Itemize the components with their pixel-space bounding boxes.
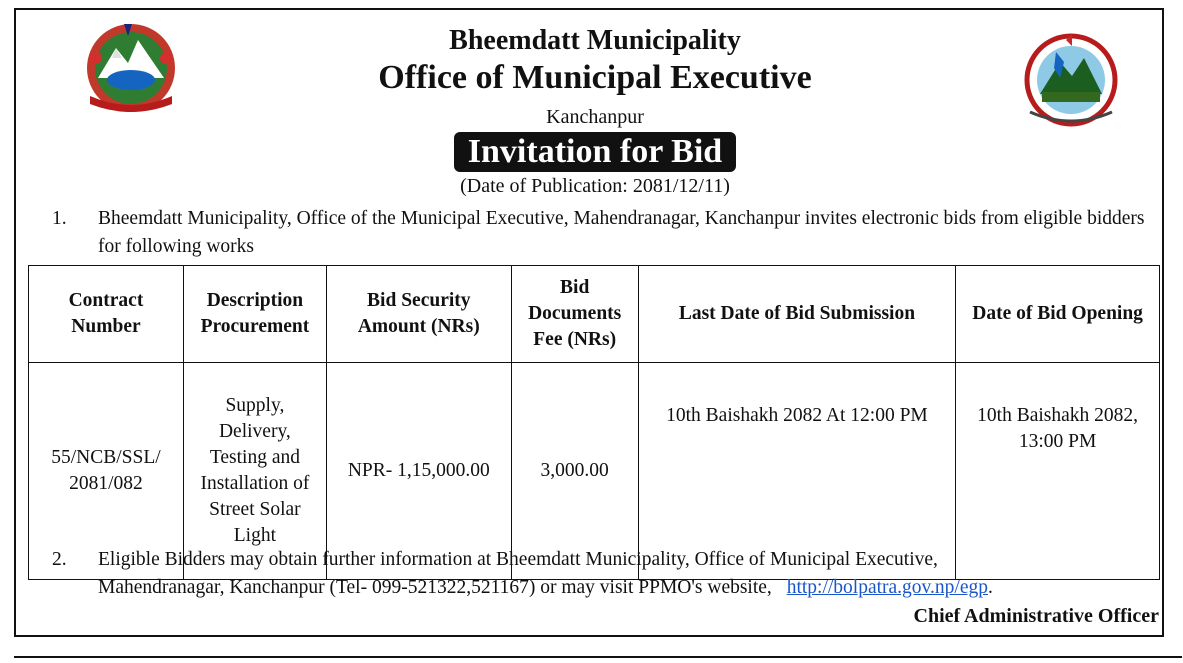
trailing-period: . <box>987 577 993 598</box>
header-opening-date: Date of Bid Opening <box>956 266 1160 363</box>
paragraph-text: Bheemdatt Municipality, Office of the Municipal Executive, Mahendranagar, Kanchanpur invites electronic bids from eligible bidders for following works <box>98 208 1145 257</box>
municipality-seal-logo <box>1016 32 1126 132</box>
paragraph-line-1: Eligible Bidders may obtain further information at Bheemdatt Municipality, Office of Municipal Executive, <box>98 549 938 570</box>
notice-title-banner: Invitation for Bid <box>454 132 736 172</box>
cell-contract-number: 55/NCB/SSL/ 2081/082 <box>29 363 184 580</box>
cell-last-date: 10th Baishakh 2082 At 12:00 PM <box>638 363 956 580</box>
paragraph-1 <box>52 205 1162 261</box>
header-contract-number: Contract Number <box>29 266 184 363</box>
publication-date: (Date of Publication: 2081/12/11) <box>460 175 730 197</box>
cell-document-fee: 3,000.00 <box>511 363 638 580</box>
header-document-fee: Bid Documents Fee (NRs) <box>511 266 638 363</box>
signature-title: Chief Administrative Officer <box>913 605 1159 627</box>
bottom-divider <box>14 656 1182 658</box>
paragraph-2 <box>52 546 1162 602</box>
paragraph-text <box>52 546 1162 602</box>
header-last-date: Last Date of Bid Submission <box>638 266 956 363</box>
header-bid-security: Bid Security Amount (NRs) <box>326 266 511 363</box>
notice-header <box>200 24 990 198</box>
ppmo-website-link[interactable]: http://bolpatra.gov.np/egp <box>786 577 988 598</box>
paragraph-line-2 <box>98 574 1162 602</box>
nepal-government-emblem-logo <box>76 18 186 118</box>
table-header-row <box>29 266 1160 363</box>
cell-opening-date: 10th Baishakh 2082, 13:00 PM <box>956 363 1160 580</box>
cell-bid-security: NPR- 1,15,000.00 <box>326 363 511 580</box>
paragraph-line-2-text: Mahendranagar, Kanchanpur (Tel- 099-521322,521167) or may visit PPMO's website, <box>98 577 777 598</box>
cell-description: Supply, Delivery, Testing and Installation of Street Solar Light <box>183 363 326 580</box>
paragraph-number: 1. <box>52 208 67 229</box>
district-name: Kanchanpur <box>546 106 644 128</box>
bid-table <box>28 265 1160 580</box>
office-name: Office of Municipal Executive <box>378 59 812 96</box>
paragraph-number: 2. <box>52 549 67 570</box>
header-description: Description Procurement <box>183 266 326 363</box>
municipality-name: Bheemdatt Municipality <box>449 25 741 56</box>
